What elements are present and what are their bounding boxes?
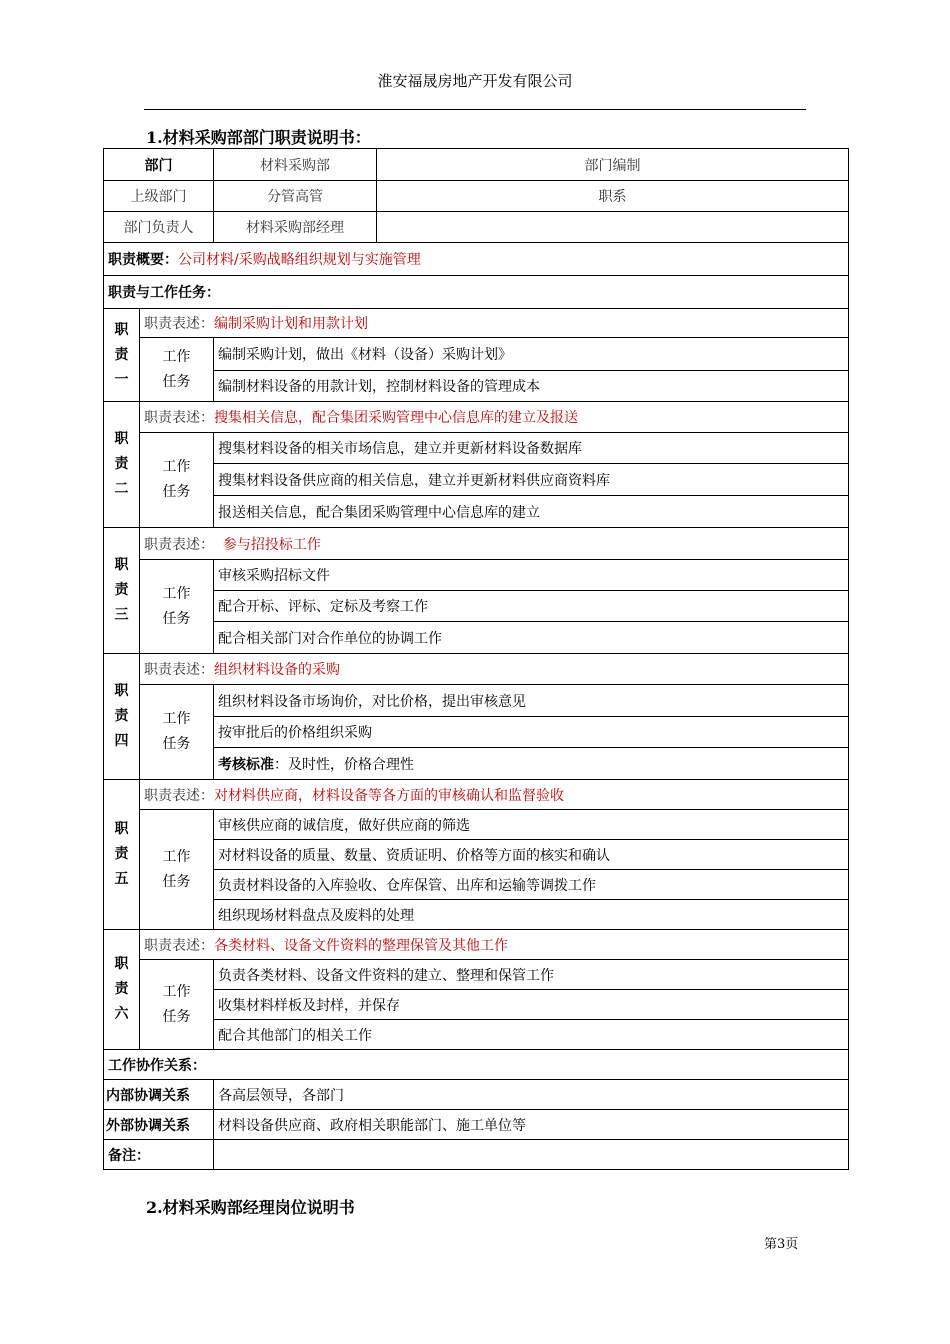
duty-desc: 职责表述：组织材料设备的采购 bbox=[140, 654, 849, 685]
task-item: 编制材料设备的用款计划，控制材料设备的管理成本 bbox=[214, 371, 849, 402]
task-item: 组织现场材料盘点及废料的处理 bbox=[214, 900, 849, 930]
task-item: 编制采购计划，做出《材料（设备）采购计划》 bbox=[214, 338, 849, 371]
task-item: 配合相关部门对合作单位的协调工作 bbox=[214, 622, 849, 654]
remarks-label: 备注： bbox=[104, 1140, 214, 1170]
head-extra bbox=[377, 212, 849, 243]
work-task-label: 工作 任务 bbox=[140, 810, 214, 930]
page-number: 第3页 bbox=[764, 1237, 799, 1252]
external-coop-label: 外部协调关系 bbox=[104, 1110, 214, 1140]
duty-label: 职 责 六 bbox=[104, 930, 140, 1050]
duty-label: 职 责 五 bbox=[104, 780, 140, 930]
section-2-title: 2.材料采购部经理岗位说明书 bbox=[146, 1198, 355, 1217]
task-item: 按审批后的价格组织采购 bbox=[214, 717, 849, 748]
head-label: 部门负责人 bbox=[104, 212, 214, 243]
work-task-label: 工作 任务 bbox=[140, 960, 214, 1050]
dept-value: 材料采购部 bbox=[214, 149, 377, 181]
dept-label: 部门 bbox=[104, 149, 214, 181]
work-task-label: 工作 任务 bbox=[140, 685, 214, 780]
tasks-header: 职责与工作任务： bbox=[104, 276, 849, 309]
internal-coop-label: 内部协调关系 bbox=[104, 1080, 214, 1110]
task-item: 配合开标、评标、定标及考察工作 bbox=[214, 591, 849, 622]
position-label: 职系 bbox=[377, 181, 849, 212]
task-item: 搜集材料设备供应商的相关信息，建立并更新材料供应商资料库 bbox=[214, 464, 849, 496]
duty-desc: 职责表述：编制采购计划和用款计划 bbox=[140, 309, 849, 338]
remarks-value bbox=[214, 1140, 849, 1170]
kpi-row: 考核标准：及时性，价格合理性 bbox=[214, 748, 849, 780]
header-divider bbox=[144, 109, 806, 110]
overview-text: 公司材料/采购战略组织规划与实施管理 bbox=[178, 252, 421, 268]
task-item: 负责各类材料、设备文件资料的建立、整理和保管工作 bbox=[214, 960, 849, 990]
duty-desc: 职责表述：各类材料、设备文件资料的整理保管及其他工作 bbox=[140, 930, 849, 960]
staffing-label: 部门编制 bbox=[377, 149, 849, 181]
task-item: 搜集材料设备的相关市场信息，建立并更新材料设备数据库 bbox=[214, 433, 849, 464]
work-task-label: 工作 任务 bbox=[140, 433, 214, 528]
duty-label: 职 责 四 bbox=[104, 654, 140, 780]
section-1-title: 1.材料采购部部门职责说明书： bbox=[146, 128, 371, 147]
duty-desc: 职责表述：搜集相关信息，配合集团采购管理中心信息库的建立及报送 bbox=[140, 402, 849, 433]
superior-value: 分管高管 bbox=[214, 181, 377, 212]
company-header: 淮安福晟房地产开发有限公司 bbox=[377, 72, 573, 90]
task-item: 报送相关信息，配合集团采购管理中心信息库的建立 bbox=[214, 496, 849, 528]
duty-desc: 职责表述：对材料供应商，材料设备等各方面的审核确认和监督验收 bbox=[140, 780, 849, 810]
task-item: 负责材料设备的入库验收、仓库保管、出库和运输等调拨工作 bbox=[214, 870, 849, 900]
overview-label: 职责概要： bbox=[108, 252, 178, 268]
duty-label: 职 责 一 bbox=[104, 309, 140, 402]
external-coop-value: 材料设备供应商、政府相关职能部门、施工单位等 bbox=[214, 1110, 849, 1140]
duty-label: 职 责 二 bbox=[104, 402, 140, 528]
superior-label: 上级部门 bbox=[104, 181, 214, 212]
task-item: 配合其他部门的相关工作 bbox=[214, 1020, 849, 1050]
work-task-label: 工作 任务 bbox=[140, 560, 214, 654]
task-item: 对材料设备的质量、数量、资质证明、价格等方面的核实和确认 bbox=[214, 840, 849, 870]
internal-coop-value: 各高层领导，各部门 bbox=[214, 1080, 849, 1110]
task-item: 收集材料样板及封样，并保存 bbox=[214, 990, 849, 1020]
duty-desc: 职责表述： 参与招投标工作 bbox=[140, 528, 849, 560]
work-task-label: 工作 任务 bbox=[140, 338, 214, 402]
task-item: 审核供应商的诚信度，做好供应商的筛选 bbox=[214, 810, 849, 840]
duty-label: 职 责 三 bbox=[104, 528, 140, 654]
task-item: 审核采购招标文件 bbox=[214, 560, 849, 591]
overview-row bbox=[104, 243, 849, 276]
head-value: 材料采购部经理 bbox=[214, 212, 377, 243]
task-item: 组织材料设备市场询价，对比价格，提出审核意见 bbox=[214, 685, 849, 717]
coop-header: 工作协作关系： bbox=[104, 1050, 849, 1080]
duty-table bbox=[103, 148, 849, 1170]
